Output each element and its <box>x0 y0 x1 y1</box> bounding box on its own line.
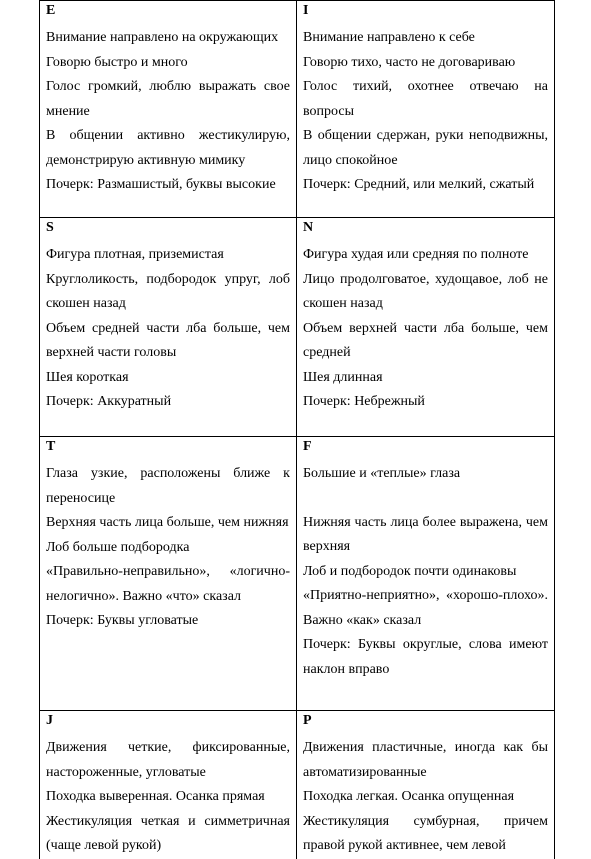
trait-line: «Приятно-неприятно», «хорошо-плохо». Важно «как» сказал <box>303 588 548 628</box>
blank-line <box>303 487 548 511</box>
trait-cell-content <box>46 218 290 415</box>
trait-cell-content <box>46 1 290 198</box>
trait-cell-content <box>303 1 548 198</box>
trait-line: Глаза узкие, расположены ближе к переносице <box>46 466 290 506</box>
trait-cell-content <box>46 711 290 859</box>
trait-cell-content <box>303 218 548 415</box>
trait-line: Почерк: Буквы угловатые <box>46 613 199 628</box>
trait-letter: T <box>46 439 56 454</box>
trait-line: Походка выверенная. Осанка прямая <box>46 789 265 804</box>
traits-table <box>39 0 555 859</box>
trait-line: Почерк: Буквы округлые, слова имеют наклон вправо <box>303 637 548 677</box>
trait-cell-left <box>40 218 297 437</box>
trait-cell-left <box>40 711 297 859</box>
trait-row <box>40 218 555 437</box>
trait-line: Фигура худая или средняя по полноте <box>303 247 529 262</box>
trait-row <box>40 1 555 218</box>
trait-letter: S <box>46 220 54 235</box>
trait-line: Большие и «теплые» глаза <box>303 466 461 481</box>
trait-cell-content <box>46 437 290 634</box>
trait-line: Внимание направлено на окружающих <box>46 30 279 45</box>
trait-letter: I <box>303 3 309 18</box>
trait-line: Шея длинная <box>303 369 383 385</box>
trait-line: Говорю тихо, часто не договариваю <box>303 54 516 70</box>
trait-line: Почерк: Размашистый, буквы высокие <box>46 177 276 192</box>
trait-cell-right <box>297 437 555 711</box>
trait-line: В общении активно жестикулирую, демонстрирую активную мимику <box>46 128 290 168</box>
trait-row <box>40 437 555 711</box>
trait-cell-right <box>297 1 555 218</box>
trait-line: Шея короткая <box>46 369 129 385</box>
trait-cell-left <box>40 1 297 218</box>
trait-line: Нижняя часть лица более выражена, чем верхняя <box>303 514 548 554</box>
trait-cell-content <box>303 711 548 859</box>
trait-line: Походка легкая. Осанка опущенная <box>303 789 515 804</box>
trait-line: Почерк: Аккуратный <box>46 394 172 409</box>
trait-line: Почерк: Средний, или мелкий, сжатый <box>303 177 535 192</box>
trait-cell-content <box>303 437 548 682</box>
trait-line: «Правильно-неправильно», «логично-нелогично». Важно «что» сказал <box>46 564 290 604</box>
trait-line: Движения четкие, фиксированные, настороженные, угловатые <box>46 740 290 780</box>
trait-cell-right <box>297 711 555 859</box>
trait-line: Объем верхней части лба больше, чем средней <box>303 320 548 360</box>
trait-letter: F <box>303 439 312 454</box>
trait-letter: E <box>46 3 56 18</box>
trait-line: Лоб больше подбородка <box>46 539 190 555</box>
trait-letter: N <box>303 220 314 235</box>
traits-table-body <box>40 1 555 859</box>
trait-row <box>40 711 555 859</box>
trait-line: Лоб и подбородок почти одинаковы <box>303 563 517 579</box>
trait-line: Голос тихий, охотнее отвечаю на вопросы <box>303 79 548 119</box>
trait-line: Круглоликость, подбородок упруг, лоб скошен назад <box>46 271 290 311</box>
trait-line: Голос громкий, люблю выражать свое мнение <box>46 79 290 119</box>
trait-line: Верхняя часть лица больше, чем нижняя <box>46 515 289 530</box>
trait-line: Лицо продолговатое, худощавое, лоб не скошен назад <box>303 271 548 311</box>
trait-line: Движения пластичные, иногда как бы автоматизированные <box>303 740 548 780</box>
trait-line: В общении сдержан, руки неподвижны, лицо спокойное <box>303 128 548 168</box>
trait-letter: P <box>303 713 312 728</box>
trait-line: Объем средней части лба больше, чем верхней части головы <box>46 320 290 360</box>
trait-line: Почерк: Небрежный <box>303 394 425 409</box>
trait-letter: J <box>46 713 53 728</box>
trait-cell-right <box>297 218 555 437</box>
trait-cell-left <box>40 437 297 711</box>
trait-line: Жестикуляция четкая и симметричная (чаще левой рукой) <box>46 813 290 853</box>
trait-line: Говорю быстро и много <box>46 54 188 70</box>
trait-line: Жестикуляция сумбурная, причем правой рукой активнее, чем левой <box>303 813 548 853</box>
trait-line: Фигура плотная, приземистая <box>46 247 224 262</box>
trait-line: Внимание направлено к себе <box>303 30 475 45</box>
